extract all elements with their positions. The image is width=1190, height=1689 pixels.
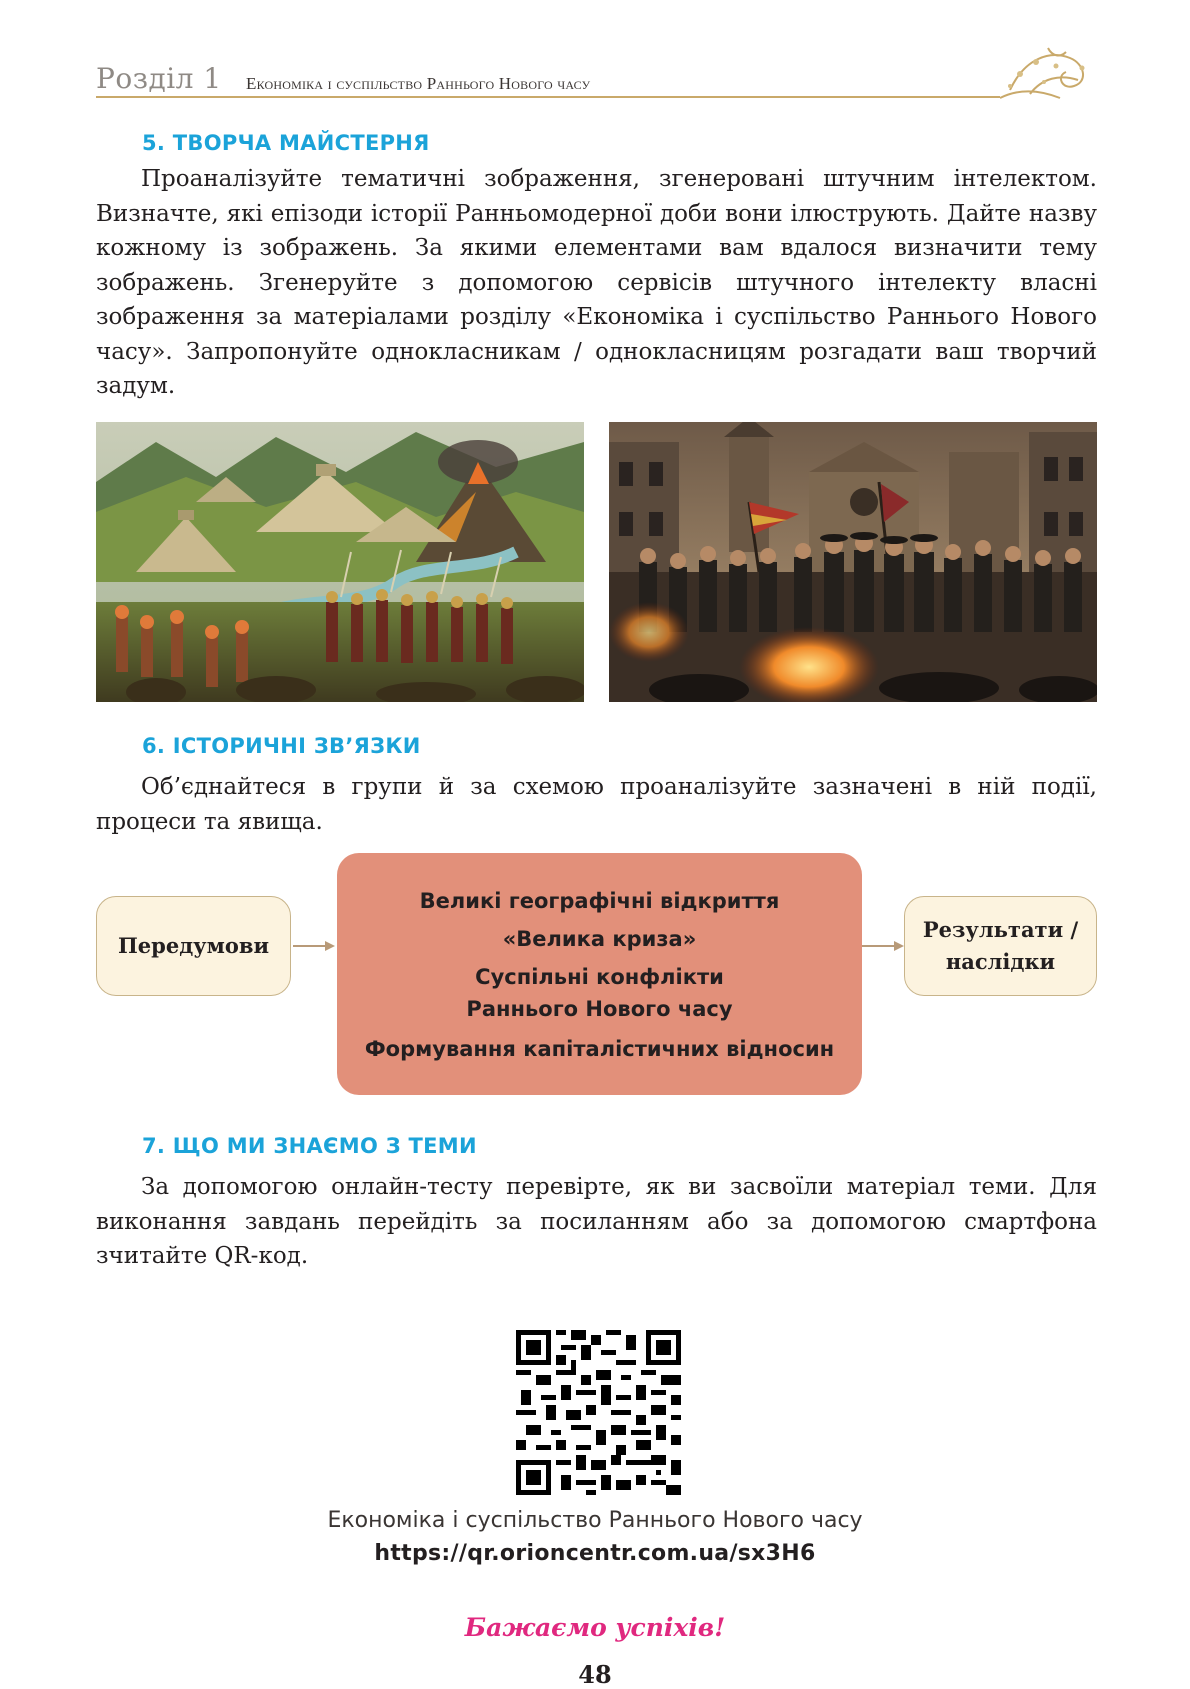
arrow-right-icon xyxy=(862,938,906,954)
qr-code[interactable] xyxy=(516,1330,681,1495)
illustration-revolt xyxy=(609,422,1097,702)
pyramids-image xyxy=(96,422,584,702)
page-header xyxy=(96,58,1096,98)
revolt-image xyxy=(609,422,1097,702)
page-number: 48 xyxy=(578,1660,612,1689)
task7-text: За допомогою онлайн-тесту перевірте, як ви засвоїли матеріал теми. Для виконання завдань перейдіть за посиланням або за допомогою смартфона зчитайте QR-код. xyxy=(96,1174,1097,1269)
scheme-results-label: Результати / xyxy=(922,917,1079,942)
floral-ornament-icon xyxy=(990,38,1100,104)
section-title: Економіка і суспільство Раннього Нового часу xyxy=(246,74,591,93)
task5-text: Проаналізуйте тематичні зображення, згенеровані штучним інтелектом. Визначте, які епізоди історії Ранньомодерної доби вони ілюструють. Дайте назву кожному із зображень. За якими елементами вам вдалося визначити тему зображень. Згенеруйте з допомогою сервісів штучного інтелекту власні зображення за матеріалами розділу «Економіка і суспільство Раннього Нового часу». Запропонуйте однокласникам / однокласницям розгадати ваш творчий задум. xyxy=(96,166,1097,399)
qr-caption: Економіка і суспільство Раннього Нового часу xyxy=(327,1508,863,1533)
task5-heading: 5. ТВОРЧА МАЙСТЕРНЯ xyxy=(142,131,430,155)
scheme-results xyxy=(904,896,1097,996)
scheme-prerequisites xyxy=(96,896,291,996)
scheme-results-label: наслідки xyxy=(945,949,1056,974)
scheme-item: Суспільні конфлікти xyxy=(475,965,724,989)
qr-link[interactable]: https://qr.orioncentr.com.ua/sx3H6 xyxy=(374,1541,816,1566)
section-label: Розділ 1 xyxy=(96,62,222,95)
arrow-right-icon xyxy=(293,938,337,954)
task6-heading: 6. ІСТОРИЧНІ ЗВ’ЯЗКИ xyxy=(142,734,421,758)
task6-text: Об’єднайтеся в групи й за схемою проаналізуйте зазначені в ній події, процеси та явища. xyxy=(96,774,1097,835)
closing-wish: Бажаємо успіхів! xyxy=(464,1613,726,1642)
scheme-prerequisites-label: Передумови xyxy=(117,933,270,958)
illustration-pyramids xyxy=(96,422,584,702)
scheme-item: Формування капіталістичних відносин xyxy=(364,1037,835,1061)
scheme-center xyxy=(337,853,862,1095)
task7-heading: 7. ЩО МИ ЗНАЄМО З ТЕМИ xyxy=(142,1134,477,1158)
scheme-item: Раннього Нового часу xyxy=(466,997,733,1021)
header-rule xyxy=(96,96,1000,98)
scheme-item: «Велика криза» xyxy=(502,927,697,951)
scheme-item: Великі географічні відкриття xyxy=(419,889,780,913)
